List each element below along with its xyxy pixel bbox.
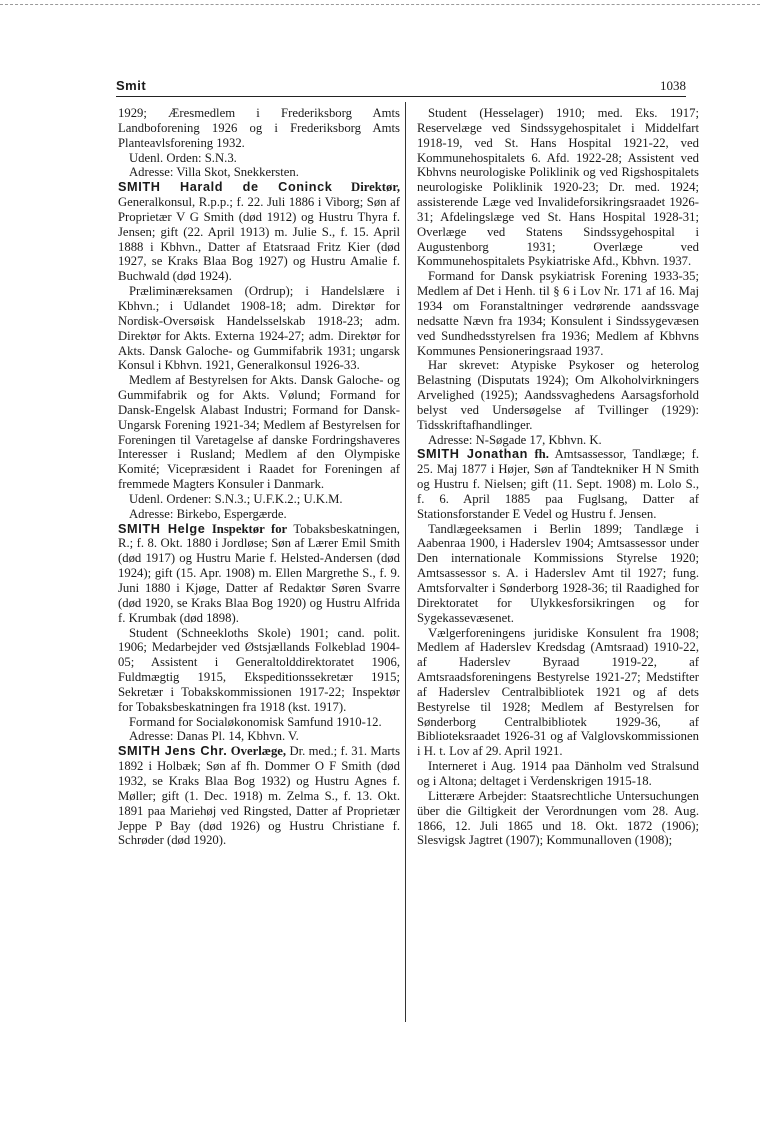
paragraph: Formand for Dansk psykiatrisk Forening 1933-35; Medlem af Det i Henh. til § 6 i Lov Nr. 171 af 16. Maj 1934 om Foranstaltninger vedrørende aandssvage nedsatte Nævn fra 1934; Konsulent i Sindssygevæsen ved Sundhedsstyrelsen fra 1936; Medlem af Kbhvns Kommunes Pensioneringsraad 1937.	[417, 269, 699, 358]
entry-text: Tobaksbeskatningen, R.; f. 8. Okt. 1880 i Jordløse; Søn af Lærer Emil Smith (død 1917) og Hustru Marie f. Helsted-Andersen (død 1924); gift (15. Apr. 1908) m. Ellen Margrethe S., f. 9. Juni 1880 i Kjøge, Datter af Redaktør Søren Svarre (død 1920, se Kraks Blaa Bog 1920) og Hustru Alfrida f. Krumbak (død 1898).	[118, 521, 400, 625]
entry-name: SMITH Harald de Coninck	[118, 180, 333, 195]
biography-entry	[118, 744, 400, 848]
paragraph: Formand for Socialøkonomisk Samfund 1910-12.	[129, 714, 382, 729]
entry-name: SMITH Jens Chr.	[118, 744, 228, 759]
paragraph: Tandlægeeksamen i Berlin 1899; Tandlæge i Aabenraa 1900, i Haderslev 1904; Amtsassessor under Den internationale Kommissions Styrelse 1920; Amtsassessor s. A. i Haderslev Amt til 1927; fung. Amtsforvalter i Sønderborg 1928-36; til Raadighed for Direktoratet for Ulykkesforsikringen og for Sygekassevæsenet.	[417, 521, 699, 625]
paragraph: Adresse: Danas Pl. 14, Kbhvn. V.	[129, 729, 299, 744]
page-header	[116, 78, 686, 97]
entry-title: Overlæge,	[230, 744, 287, 759]
biography-entry	[417, 447, 699, 521]
right-column	[417, 106, 699, 848]
paragraph: Adresse: N-Søgade 17, Kbhvn. K.	[428, 432, 602, 447]
entry-title: Inspektør for	[211, 521, 288, 536]
paragraph: Udenl. Orden: S.N.3.	[129, 150, 237, 165]
paragraph: Præliminæreksamen (Ordrup); i Handelslære i Kbhvn.; i Udlandet 1908-18; adm. Direktør for Nordisk-Oversøisk Handelsselskab 1918-23; adm. Direktør for Akts. Externa 1924-27; adm. Direktør for Akts. Dansk Galoche- og Gummifabrik 1931; ungarsk Konsul i Kbhvn. 1921, Generalkonsul 1926-33.	[118, 284, 400, 373]
page-top-rule	[0, 4, 760, 5]
paragraph: 1929; Æresmedlem i Frederiksborg Amts Landboforening 1926 og i Frederiksborg Amts Planteavlsforening 1932.	[118, 106, 400, 150]
left-column	[118, 106, 400, 848]
paragraph: Interneret i Aug. 1914 paa Dänholm ved Stralsund og i Altona; deltaget i Verdenskrigen 1915-18.	[417, 759, 699, 788]
running-head: Smit	[116, 78, 147, 93]
page-number: 1038	[660, 78, 686, 93]
paragraph: Vælgerforeningens juridiske Konsulent fra 1908; Medlem af Haderslev Kredsdag (Amtsraad) 1910-22, af Haderslev Byraad 1919-22, af Amtsraadsforeningens Bestyrelse 1921-27; Medstifter af Haderslev Centralbibliotek 1921 og af dets Bestyrelse til 1928; Medlem af Bestyrelsen for Sønderborg Centralbibliotek 1929-36, af Biblioteksraadet 1926-31 og af Valglovskommissionen i H. t. Lov af 29. April 1921.	[417, 625, 699, 759]
entry-name: SMITH Helge	[118, 521, 206, 536]
entry-text: Amtsassessor, Tandlæge; f. 25. Maj 1877 i Højer, Søn af Tandtekniker H N Smith og Hustru f. Nielsen; gift (11. Sept. 1908) m. Lolo S., f. 6. April 1885 paa Fuglsang, Datter af Stationsforstander E Vedel og Hustru f. Jensen.	[417, 447, 699, 521]
entry-text: Dr. med.; f. 31. Marts 1892 i Holbæk; Søn af fh. Dommer O F Smith (død 1932, se Kraks Blaa Bog 1932) og Hustru Agnes f. Møller; gift (1. Dec. 1918) m. Zelma S., f. 13. Okt. 1891 paa Mariehøj ved Ringsted, Datter af Proprietær Jeppe P Bay (død 1926) og Hustru Christiane f. Schrøder (død 1920).	[118, 744, 401, 848]
paragraph: Student (Hesselager) 1910; med. Eks. 1917; Reservelæge ved Sindssygehospitalet i Middelfart 1918-19, ved St. Hans Hospital 1921-22, ved Kommunehospitalets 6. Afd. 1922-28; Assistent ved Kbhvns neurologiske Poliklinik og ved Rigshospitalets neurologiske Poliklinik 1920-23; Dr. med. 1924; assisterende Læge ved Invalideforsikringsraadet 1926-31; Afdelingslæge ved St. Hans Hospital 1928-31; Overlæge ved Statens Sindssygehospital i Augustenborg 1931; Overlæge ved Kommunehospitalets Psykiatriske Afd., Kbhvn. 1937.	[417, 106, 699, 269]
paragraph: Adresse: Birkebo, Espergærde.	[129, 506, 287, 521]
column-divider	[405, 102, 406, 1022]
paragraph: Adresse: Villa Skot, Snekkersten.	[129, 165, 299, 180]
paragraph: Medlem af Bestyrelsen for Akts. Dansk Galoche- og Gummifabrik og for Akts. Vølund; Formand for Dansk-Engelsk Alabast Industri; Formand for Dansk-Ungarsk Forening 1921-34; Medlem af Bestyrelsen for Foreningen til Varetagelse af danske Fordringshaveres Interesser i Rusland; Medlem af den Olympiske Komité; Vicepræsident i Raadet for Foreningen af fremmede Magters Konsuler i Danmark.	[118, 373, 400, 492]
biography-entry	[118, 180, 400, 284]
paragraph: Litterære Arbejder: Staatsrechtliche Untersuchungen über die Giltigkeit der Verordnungen vom 28. Aug. 1866, 12. Juli 1865 und 18. Okt. 1872 (1906); Slesvigsk Jagtret (1907); Kommunalloven (1908);	[417, 788, 699, 848]
paragraph: Udenl. Ordener: S.N.3.; U.F.K.2.; U.K.M.	[129, 491, 343, 506]
entry-title: Direktør,	[351, 180, 401, 195]
paragraph: Student (Schneekloths Skole) 1901; cand. polit. 1906; Medarbejder ved Østsjællands Folkeblad 1904-05; Assistent i Generaltolddirektoratet 1906, Fuldmægtig 1915, Ekspeditionssekretær 1915; Sekretær i Tobakskommissionen 1917-22; Inspektør for Tobaksbeskatningen fra 1918 (kst. 1917).	[118, 625, 400, 714]
paragraph: Har skrevet: Atypiske Psykoser og heterolog Belastning (Disputats 1924); Om Alkoholvirkningers Arvelighed (1925); Aandssvaghedens Aarsagsforhold belyst ved Undersøgelse af Tvillinger (1929): Tidsskriftafhandlinger.	[417, 358, 699, 432]
biography-entry	[118, 522, 400, 626]
entry-title: fh.	[534, 447, 549, 462]
entry-text: Generalkonsul, R.p.p.; f. 22. Juli 1886 i Viborg; Søn af Proprietær V G Smith (død 1912) og Hustru Thyra f. Jensen; gift (22. April 1913) m. Julie S., f. 15. April 1888 i Kbhvn., Datter af Etatsraad Fritz Kier (død 1927, se Kraks Blaa Bog 1927) og Hustru Amalie f. Buchwald (død 1924).	[118, 195, 400, 284]
entry-name: SMITH Jonathan	[417, 447, 529, 462]
